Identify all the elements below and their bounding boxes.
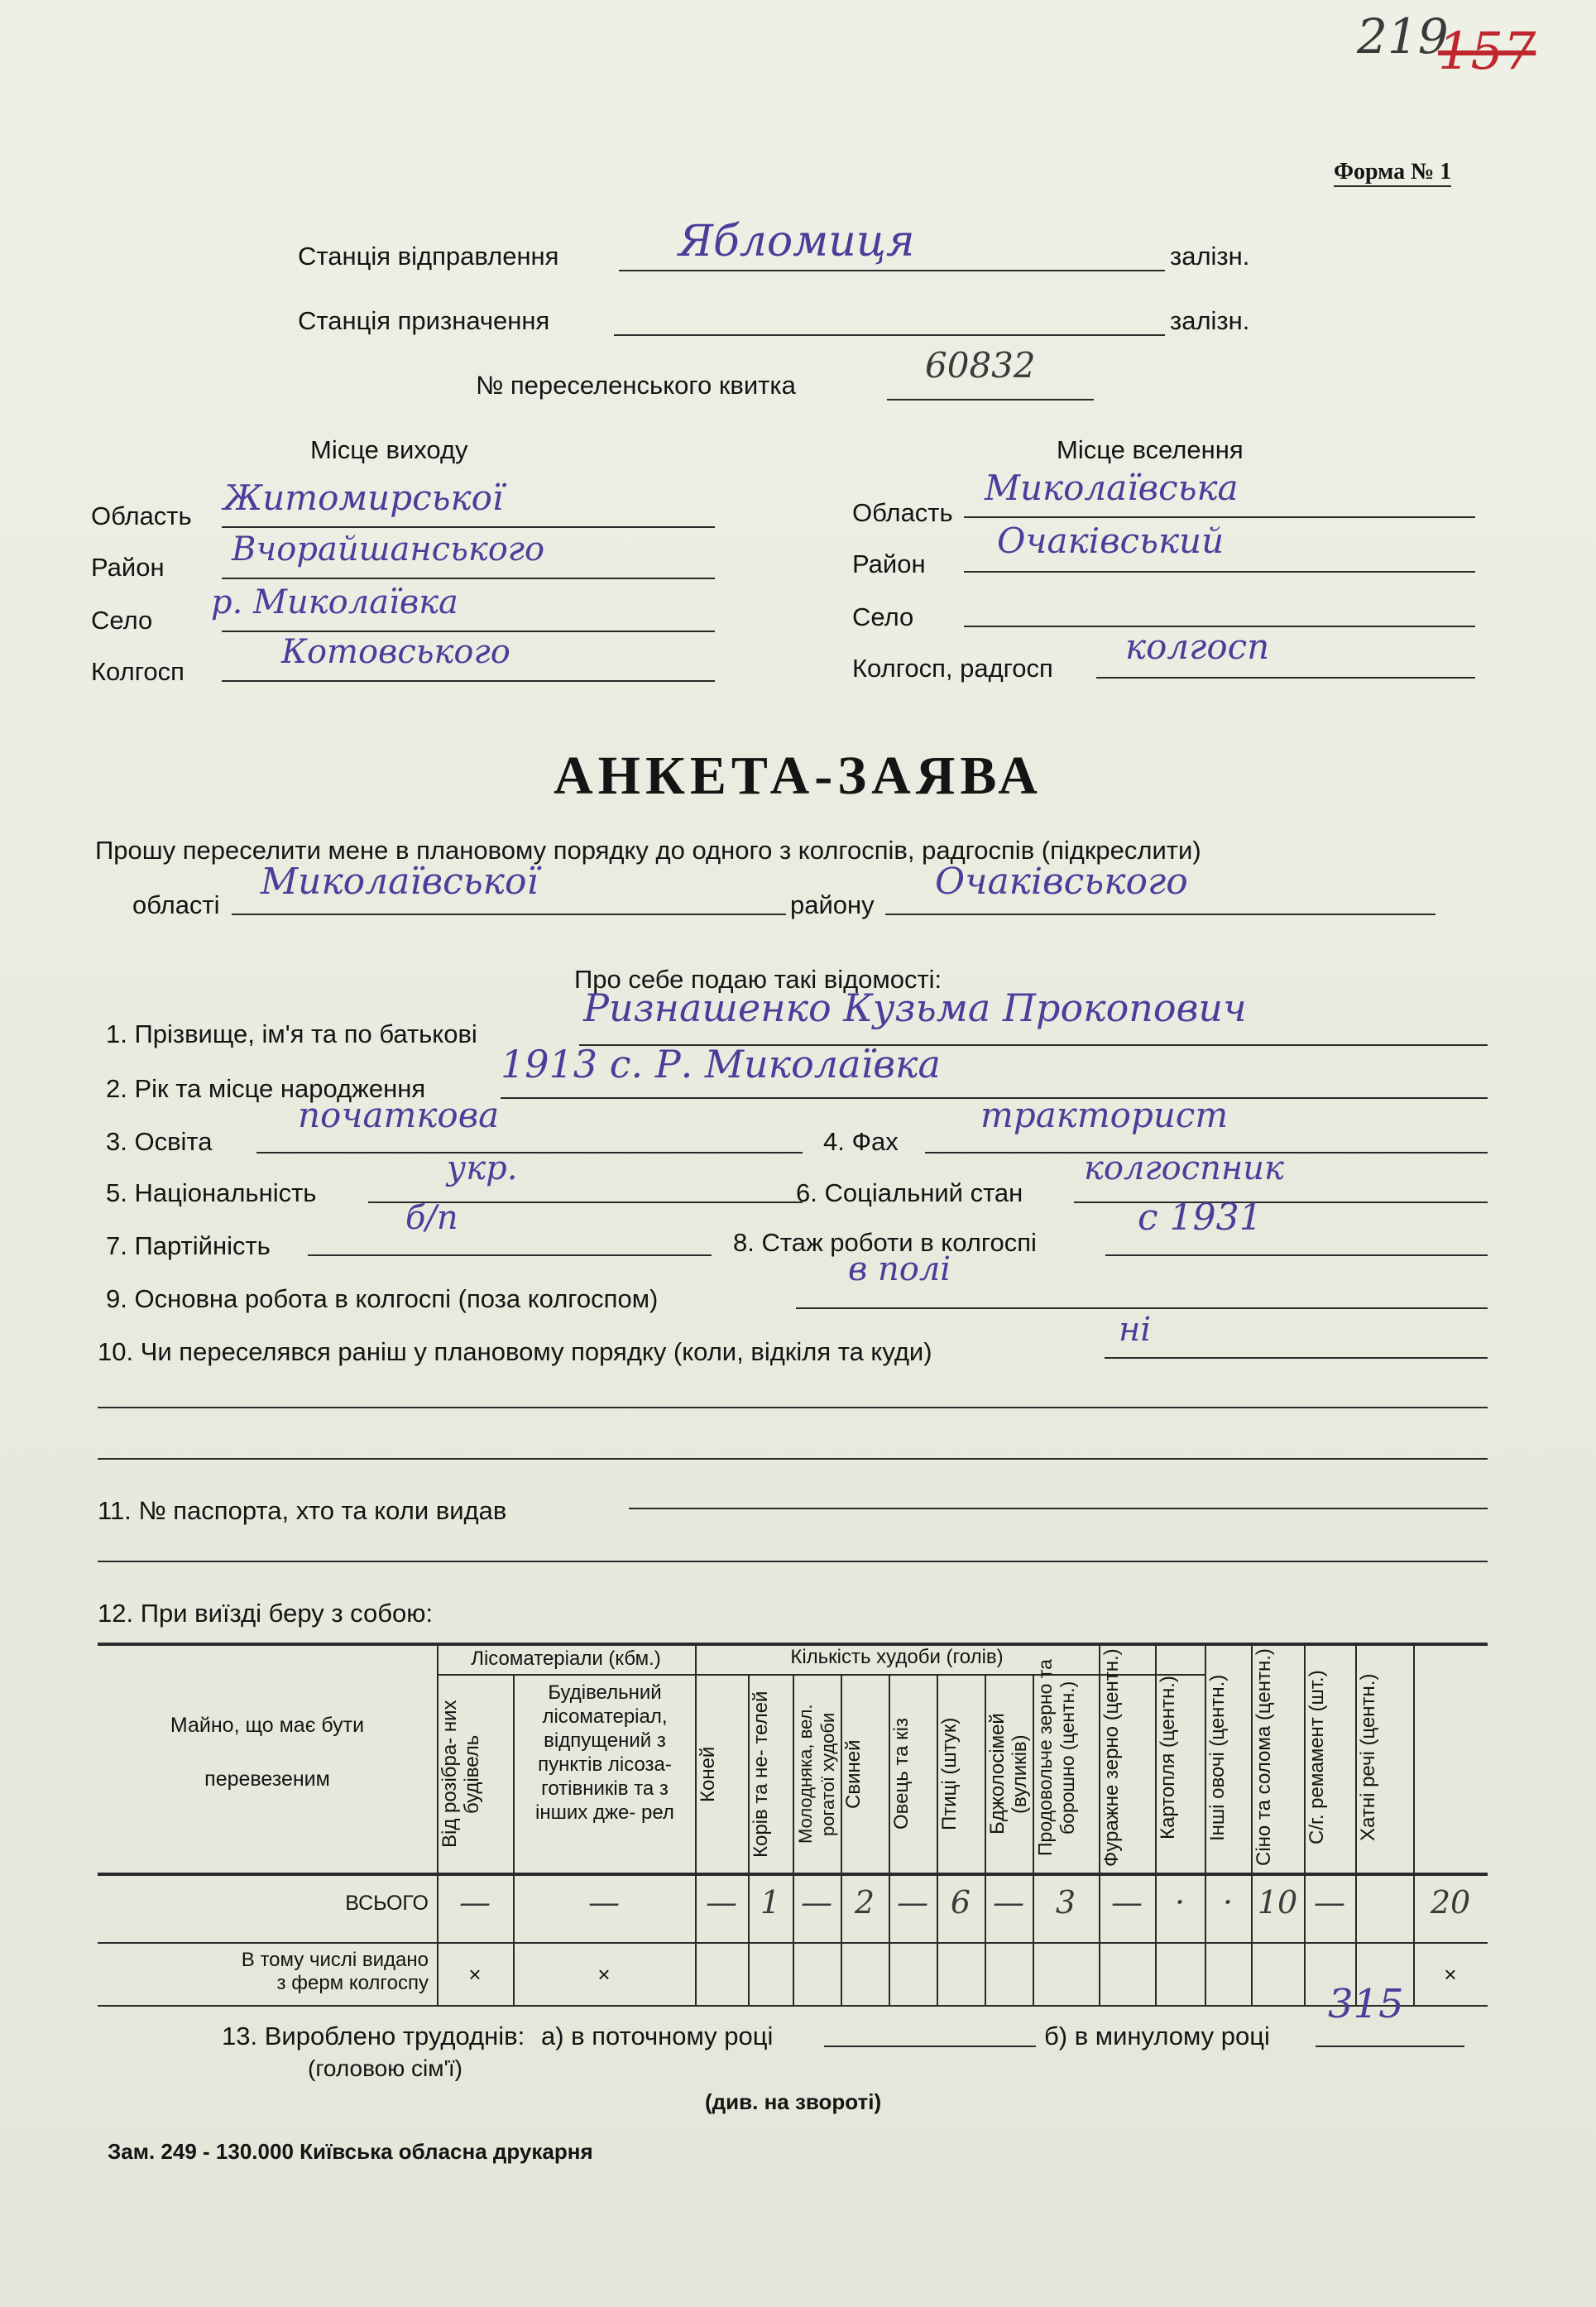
reverse-note: (див. на звороті) <box>705 2089 882 2114</box>
row-total-label: ВСЬОГО <box>345 1892 429 1915</box>
col-food-grain: Продовольче зерно та борошно (центн.) <box>1034 1659 1078 1856</box>
col-cows: Корів та не- телей <box>750 1691 772 1858</box>
row-farm-label-1: В тому числі видано <box>241 1949 429 1971</box>
field-12-label: 12. При виїзді беру з собою: <box>98 1599 434 1628</box>
request-line: Прошу переселити мене в плановому порядку до одного з колгоспів, радгоспів (підкреслити) <box>95 836 1201 865</box>
destination-raion-label: Район <box>852 549 926 578</box>
field-1-label: 1. Прізвище, ім'я та по батькові <box>106 1019 477 1048</box>
field-13-current-label: а) в поточному році <box>541 2022 774 2050</box>
col-sheep: Овець та кіз <box>890 1718 913 1830</box>
col-poultry: Птиці (штук) <box>938 1717 961 1831</box>
total-cell: 20 <box>1430 1884 1471 1921</box>
property-table <box>98 1643 1488 2007</box>
total-cell: — <box>1314 1884 1345 1921</box>
field-6-label: 6. Соціальний стан <box>796 1178 1023 1207</box>
field-10-label: 10. Чи переселявся раніш у плановому порядку (коли, відкіля та куди) <box>98 1337 932 1366</box>
total-cell: — <box>1111 1884 1143 1921</box>
intro-text: Про себе подаю такі відомості: <box>574 965 942 994</box>
destination-raion-value: Очаківський <box>997 520 1225 561</box>
total-cell: · <box>1222 1884 1234 1921</box>
field-5-value: укр. <box>447 1149 518 1187</box>
arrival-station-label: Станція призначення <box>298 306 550 335</box>
request-raion-value: Очаківського <box>935 861 1188 903</box>
col-tools: С/г. ремамент (шт.) <box>1306 1670 1328 1845</box>
field-11-label: 11. № паспорта, хто та коли видав <box>98 1496 507 1525</box>
ticket-label: № переселенського квитка <box>476 371 796 400</box>
destination-oblast-label: Область <box>852 498 953 527</box>
departure-station-value: Ябломиця <box>678 217 915 266</box>
destination-heading: Місце вселення <box>1057 435 1244 464</box>
field-13-past-value: 315 <box>1328 1981 1404 2027</box>
request-oblast-value: Миколаївської <box>261 861 539 903</box>
field-4-value: тракторист <box>980 1095 1229 1135</box>
group-livestock-header: Кількість худоби (голів) <box>790 1646 1004 1668</box>
origin-raion-label: Район <box>91 553 165 582</box>
arrival-station-suffix: залізн. <box>1170 306 1250 335</box>
destination-selo-label: Село <box>852 602 914 631</box>
col-young: Молодняка, вел. рогатої худоби <box>795 1704 838 1844</box>
farm-cell: × <box>597 1962 611 1987</box>
origin-raion-value: Вчорайшанського <box>232 530 545 568</box>
field-8-value: с 1931 <box>1138 1197 1263 1239</box>
origin-heading: Місце виходу <box>310 435 468 464</box>
col-horses: Коней <box>697 1746 719 1802</box>
field-3-label: 3. Освіта <box>106 1127 213 1156</box>
field-6-value: колгоспник <box>1084 1149 1284 1187</box>
destination-kolhosp-value: колгосп <box>1125 626 1270 667</box>
total-cell: — <box>588 1884 620 1921</box>
col-hay: Сіно та солома (центн.) <box>1253 1648 1275 1867</box>
field-13-sub: (головою сім'ї) <box>308 2055 463 2081</box>
total-cell: — <box>993 1884 1024 1921</box>
origin-oblast-value: Житомирської <box>223 477 504 518</box>
total-cell: 1 <box>760 1884 781 1921</box>
field-10-value: ні <box>1119 1311 1152 1349</box>
total-cell: 3 <box>1055 1884 1076 1921</box>
farm-cell: × <box>468 1962 482 1987</box>
total-cell: · <box>1174 1884 1186 1921</box>
origin-selo-value: р. Миколаївка <box>211 583 458 621</box>
field-8-label: 8. Стаж роботи в колгоспі <box>733 1228 1037 1257</box>
property-header-2: перевезеним <box>204 1767 330 1791</box>
total-cell: — <box>706 1884 737 1921</box>
field-7-value: б/п <box>405 1199 458 1237</box>
property-header-1: Майно, що має бути <box>170 1714 365 1737</box>
archive-number: 219 <box>1357 8 1449 65</box>
col-building-timber: Будівельний лісоматеріал, відпущений з пунктів лісоза- готівників та з інших дже- рел <box>535 1681 674 1824</box>
total-cell: 10 <box>1257 1884 1298 1921</box>
origin-kolhosp-label: Колгосп <box>91 657 185 686</box>
field-9-label: 9. Основна робота в колгоспі (поза колгоспом) <box>106 1284 659 1313</box>
field-7-label: 7. Партійність <box>106 1231 271 1260</box>
col-potatoes: Картопля (центн.) <box>1157 1676 1179 1839</box>
total-cell: — <box>897 1884 928 1921</box>
col-household: Хатні речі (центн.) <box>1357 1673 1379 1842</box>
page-title: АНКЕТА-ЗАЯВА <box>554 746 1042 806</box>
col-pigs: Свиней <box>842 1739 865 1809</box>
field-4-label: 4. Фах <box>823 1127 899 1156</box>
total-cell: 6 <box>950 1884 971 1921</box>
field-2-label: 2. Рік та місце народження <box>106 1074 426 1103</box>
destination-oblast-value: Миколаївська <box>985 468 1239 508</box>
origin-oblast-label: Область <box>91 501 192 530</box>
total-cell: 2 <box>854 1884 875 1921</box>
group-timber-header: Лісоматеріали (кбм.) <box>471 1648 661 1670</box>
field-5-label: 5. Національність <box>106 1178 317 1207</box>
field-13-label: 13. Вироблено трудоднів: <box>222 2022 525 2050</box>
printer-note: Зам. 249 - 130.000 Київська обласна друкарня <box>108 2139 593 2164</box>
field-9-value: в полі <box>848 1250 951 1288</box>
field-3-value: початкова <box>298 1095 500 1135</box>
departure-station-suffix: залізн. <box>1170 242 1250 271</box>
request-oblast-label: області <box>132 890 220 919</box>
col-dismantled: Від розібра- них будівель <box>439 1700 483 1849</box>
origin-selo-label: Село <box>91 606 153 635</box>
origin-kolhosp-value: Котовського <box>281 633 510 671</box>
total-cell: — <box>801 1884 832 1921</box>
col-vegetables: Інші овочі (центн.) <box>1206 1674 1229 1841</box>
row-farm-label-2: з ферм колгоспу <box>276 1972 429 1994</box>
total-cell: — <box>459 1884 491 1921</box>
col-fodder-grain: Фуражне зерно (центн.) <box>1100 1648 1123 1867</box>
request-raion-label: району <box>790 890 875 919</box>
field-13-past-label: б) в минулому році <box>1044 2022 1270 2050</box>
field-1-value: Ризнашенко Кузьма Прокопович <box>583 986 1247 1030</box>
farm-cell: × <box>1444 1962 1457 1987</box>
departure-station-label: Станція відправлення <box>298 242 559 271</box>
form-number: Форма № 1 <box>1334 159 1451 187</box>
field-2-value: 1913 с. Р. Миколаївка <box>501 1042 941 1086</box>
col-bees: Бджолосімей (вуликів) <box>986 1713 1031 1835</box>
archive-number-crossed: 157 <box>1438 21 1536 81</box>
destination-kolhosp-label: Колгосп, радгосп <box>852 654 1053 683</box>
ticket-value: 60832 <box>925 345 1036 386</box>
